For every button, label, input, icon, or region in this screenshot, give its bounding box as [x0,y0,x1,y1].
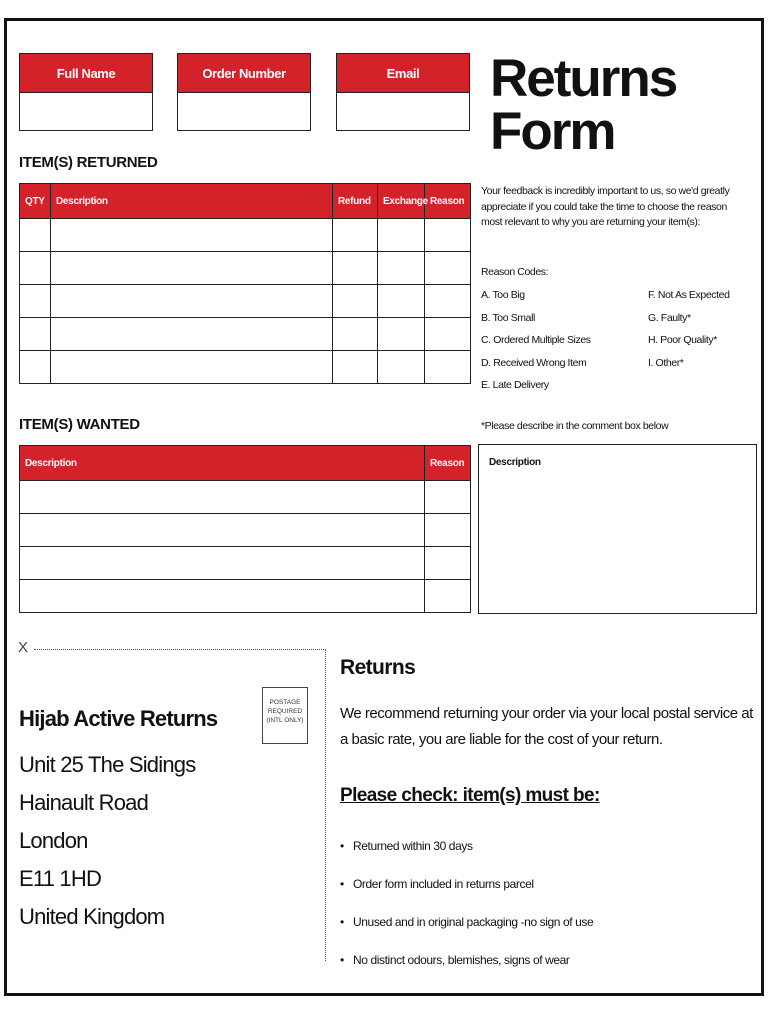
col-reason: Reason [425,446,471,481]
table-row[interactable] [20,547,471,580]
table-row[interactable] [20,318,471,351]
col-qty: QTY [20,184,51,219]
reason-code: I. Other* [648,356,684,369]
company-name: Hijab Active Returns [19,706,218,731]
postage-stamp-box [262,687,308,744]
address-line: Unit 25 The Sidings [19,752,196,777]
order-number-field[interactable] [177,53,311,131]
returns-heading: Returns [340,656,416,679]
items-wanted-table [19,445,471,613]
address-line: United Kingdom [19,904,165,929]
comment-box[interactable] [478,444,757,614]
reason-code: C. Ordered Multiple Sizes [481,334,591,346]
reason-code: E. Late Delivery [481,379,549,391]
reason-code: A. Too Big [481,289,525,301]
feedback-text: Your feedback is incredibly important to us, so we'd greatly appreciate if you could take the time to choose the reason most relevant to why you are returning your item(s): [481,185,730,228]
address-line: Hainault Road [19,790,149,815]
returns-text: We recommend returning your order via your local postal service at a basic rate, you are liable for the cost of your return. [340,705,753,748]
table-row[interactable] [20,252,471,285]
reason-code: F. Not As Expected [648,289,730,301]
reason-code: H. Poor Quality* [648,334,717,346]
table-row[interactable] [20,219,471,252]
col-description: Description [51,184,333,219]
reason-code: G. Faulty* [648,311,691,324]
table-row[interactable] [20,481,471,514]
table-row[interactable] [20,351,471,384]
table-row[interactable] [20,514,471,547]
address-line: E11 1HD [19,866,102,891]
check-list [340,835,593,987]
cut-line-vertical [325,649,326,961]
items-returned-table [19,183,471,384]
list-item: • Order form included in returns parcel [340,873,593,911]
table-row[interactable] [20,580,471,613]
comment-footnote: *Please describe in the comment box below [481,420,669,432]
reason-code: D. Received Wrong Item [481,356,587,369]
check-heading: Please check: item(s) must be: [340,785,600,806]
table-row[interactable] [20,285,471,318]
col-reason: Reason [425,184,471,219]
col-description: Description [20,446,425,481]
email-field[interactable] [336,53,470,131]
full-name-label: Full Name [20,54,152,93]
items-wanted-heading: ITEM(S) WANTED [19,416,140,433]
col-exchange: Exchange [378,184,425,219]
reason-codes-right [648,284,730,374]
order-number-label: Order Number [178,54,310,93]
reason-code: B. Too Small [481,311,535,324]
list-item: • Unused and in original packaging -no sign of use [340,911,593,949]
comment-label: Description [489,457,541,468]
list-item: • No distinct odours, blemishes, signs of wear [340,949,593,987]
cut-line [34,649,324,650]
postage-line: POSTAGE [269,699,301,706]
reason-codes-heading: Reason Codes: [481,266,549,278]
postage-line: REQUIRED [267,708,303,715]
list-item: • Returned within 30 days [340,835,593,873]
email-label: Email [337,54,469,93]
postage-line: (INTL ONLY) [266,717,304,724]
reason-codes-left [481,284,591,397]
full-name-field[interactable] [19,53,153,131]
page-title: Returns Form [490,49,677,161]
items-returned-heading: ITEM(S) RETURNED [19,154,158,171]
scissors-icon: X [18,639,29,656]
col-refund: Refund [333,184,378,219]
address-line: London [19,828,88,853]
